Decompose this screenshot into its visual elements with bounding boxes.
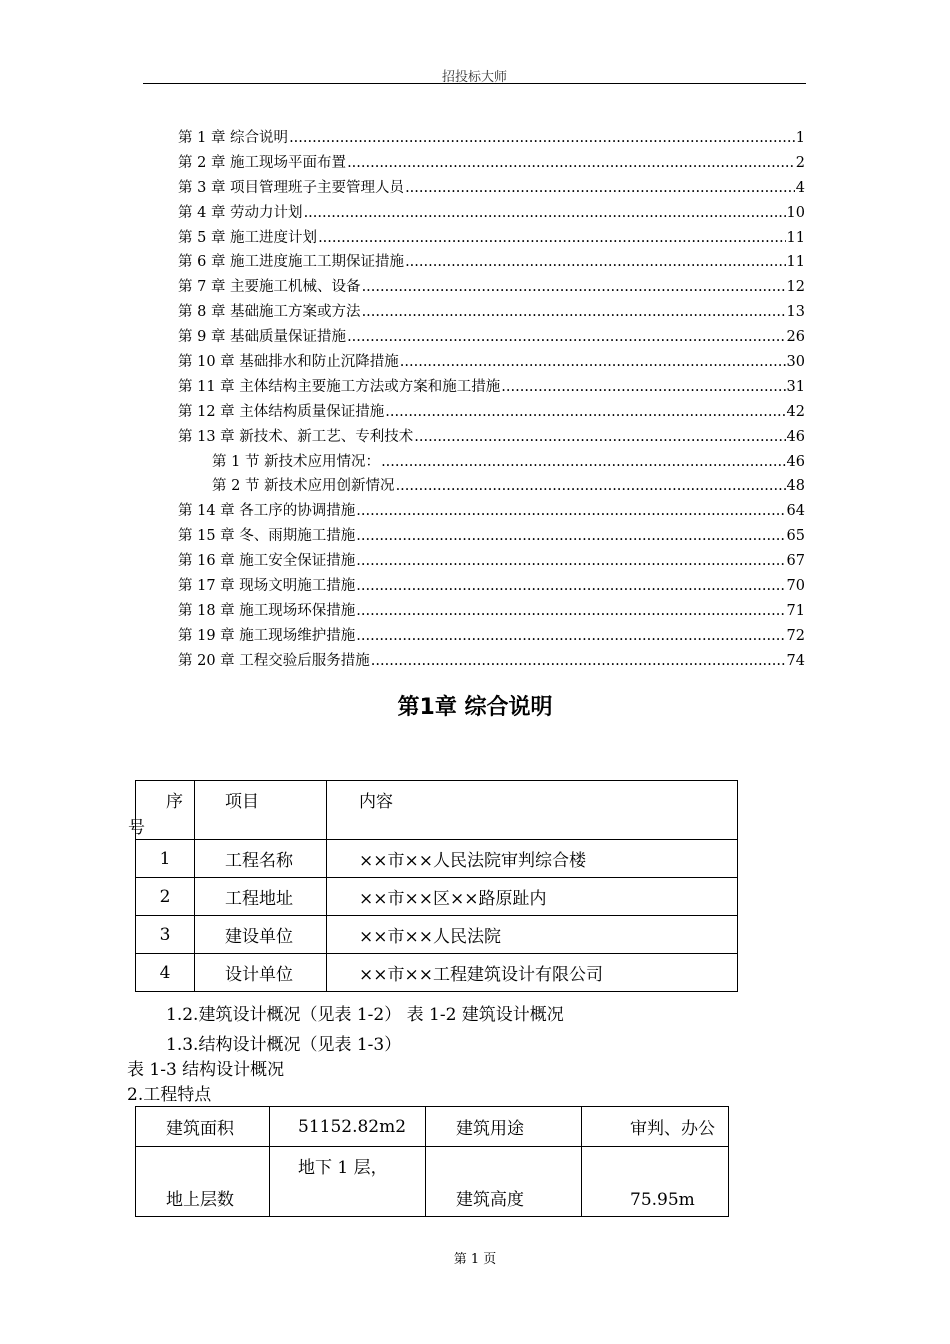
table-row — [136, 840, 738, 878]
toc-chapter-entry[interactable] — [178, 375, 805, 400]
toc-page-number: 11 — [786, 254, 805, 271]
toc-chapter-entry[interactable] — [178, 275, 805, 300]
toc-dot-leader — [356, 553, 785, 569]
cell-content: ××市××人民法院审判综合楼 — [327, 840, 738, 878]
header-seq — [128, 781, 195, 840]
cell-content: ××市××区××路原趾内 — [327, 878, 738, 916]
toc-dot-leader — [405, 180, 795, 196]
cell-label: 地上层数 — [136, 1147, 270, 1217]
toc-entry-label: 第 14 章 各工序的协调措施 — [178, 503, 356, 520]
cell-seq: 3 — [136, 916, 195, 954]
toc-entry-label: 第 7 章 主要施工机械、设备 — [178, 279, 361, 296]
cell-label: 建筑面积 — [136, 1107, 270, 1147]
toc-dot-leader — [396, 478, 786, 494]
cell-value: 地下 1 层， — [270, 1147, 426, 1217]
cell-content: ××市××人民法院 — [327, 916, 738, 954]
toc-entry-label: 第 18 章 施工现场环保措施 — [178, 602, 356, 619]
toc-page-number: 2 — [795, 154, 805, 171]
toc-section-entry[interactable] — [178, 474, 805, 499]
toc-chapter-entry[interactable] — [178, 499, 805, 524]
table-row — [136, 1107, 729, 1147]
toc-entry-label: 第 4 章 劳动力计划 — [178, 204, 303, 221]
toc-page-number: 31 — [786, 378, 805, 395]
toc-chapter-entry[interactable] — [178, 425, 805, 450]
toc-dot-leader — [362, 279, 786, 295]
toc-page-number: 65 — [786, 528, 805, 545]
toc-chapter-entry[interactable] — [178, 151, 805, 176]
toc-chapter-entry[interactable] — [178, 300, 805, 325]
toc-page-number: 42 — [786, 403, 805, 420]
toc-entry-label: 第 19 章 施工现场维护措施 — [178, 627, 356, 644]
table-row — [136, 878, 738, 916]
toc-chapter-entry[interactable] — [178, 226, 805, 251]
paragraph-structure: 1.3.结构设计概况（见表 1-3） — [166, 1035, 402, 1055]
toc-dot-leader — [289, 130, 795, 146]
page-header: 招投标大师 — [441, 70, 507, 85]
header-seq-part2: 号 — [128, 818, 145, 838]
toc-chapter-entry[interactable] — [178, 599, 805, 624]
toc-entry-label: 第 12 章 主体结构质量保证措施 — [178, 403, 385, 420]
cell-item: 建设单位 — [195, 916, 327, 954]
toc-dot-leader — [362, 304, 786, 320]
overview-table — [128, 780, 738, 992]
table-of-contents — [178, 126, 805, 674]
cell-item: 工程地址 — [195, 878, 327, 916]
paragraph-features-heading: 2.工程特点 — [127, 1085, 212, 1105]
toc-page-number: 13 — [786, 304, 805, 321]
toc-page-number: 48 — [786, 478, 805, 495]
cell-label: 建筑高度 — [426, 1147, 582, 1217]
toc-entry-label: 第 2 章 施工现场平面布置 — [178, 154, 347, 171]
toc-entry-label: 第 2 节 新技术应用创新情况 — [212, 478, 395, 495]
toc-page-number: 72 — [786, 627, 805, 644]
toc-chapter-entry[interactable] — [178, 524, 805, 549]
toc-dot-leader — [356, 503, 785, 519]
toc-dot-leader — [371, 653, 786, 669]
toc-chapter-entry[interactable] — [178, 176, 805, 201]
table-row — [136, 916, 738, 954]
toc-page-number: 11 — [786, 229, 805, 246]
header-item: 项目 — [195, 781, 327, 840]
toc-entry-label: 第 13 章 新技术、新工艺、专利技术 — [178, 428, 414, 445]
toc-page-number: 70 — [786, 578, 805, 595]
cell-seq: 4 — [136, 954, 195, 992]
cell-value: 审判、办公 — [582, 1107, 729, 1147]
toc-page-number: 71 — [786, 602, 805, 619]
toc-entry-label: 第 11 章 主体结构主要施工方法或方案和施工措施 — [178, 378, 501, 395]
toc-dot-leader — [381, 454, 785, 470]
toc-chapter-entry[interactable] — [178, 549, 805, 574]
toc-page-number: 30 — [786, 354, 805, 371]
toc-dot-leader — [356, 603, 785, 619]
paragraph-table-caption: 表 1-3 结构设计概况 — [127, 1060, 285, 1080]
toc-page-number: 1 — [795, 130, 805, 146]
toc-dot-leader — [385, 404, 785, 420]
header-seq-part1: 序 — [166, 792, 183, 812]
toc-chapter-entry[interactable] — [178, 350, 805, 375]
toc-dot-leader — [356, 628, 785, 644]
toc-chapter-entry[interactable] — [178, 325, 805, 350]
toc-entry-label: 第 1 节 新技术应用情况： — [212, 453, 381, 470]
toc-entry-label: 第 20 章 工程交验后服务措施 — [178, 652, 370, 669]
cell-item: 工程名称 — [195, 840, 327, 878]
toc-page-number: 26 — [786, 329, 805, 346]
toc-entry-label: 第 6 章 施工进度施工工期保证措施 — [178, 254, 405, 271]
toc-entry-label: 第 1 章 综合说明 — [178, 130, 289, 146]
toc-entry-label: 第 3 章 项目管理班子主要管理人员 — [178, 179, 405, 196]
toc-page-number: 10 — [786, 204, 805, 221]
cell-label: 建筑用途 — [426, 1107, 582, 1147]
toc-dot-leader — [347, 155, 795, 171]
cell-value: 75.95m — [582, 1147, 729, 1217]
table-row — [136, 954, 738, 992]
toc-entry-label: 第 9 章 基础质量保证措施 — [178, 329, 347, 346]
toc-page-number: 67 — [786, 553, 805, 570]
toc-dot-leader — [400, 354, 786, 370]
toc-dot-leader — [501, 379, 785, 395]
header-content: 内容 — [327, 781, 738, 840]
toc-dot-leader — [347, 329, 785, 345]
toc-chapter-entry[interactable] — [178, 649, 805, 674]
toc-chapter-entry[interactable] — [178, 624, 805, 649]
toc-dot-leader — [414, 429, 785, 445]
toc-page-number: 74 — [786, 652, 805, 669]
header-rule — [143, 83, 806, 84]
toc-entry-label: 第 10 章 基础排水和防止沉降措施 — [178, 354, 399, 371]
overview-table-header — [136, 781, 738, 840]
toc-entry-label: 第 15 章 冬、雨期施工措施 — [178, 528, 356, 545]
paragraph-architecture: 1.2.建筑设计概况（见表 1-2） 表 1-2 建筑设计概况 — [166, 1005, 564, 1025]
cell-value: 51152.82m2 — [270, 1107, 426, 1147]
features-table — [135, 1106, 729, 1217]
toc-chapter-entry[interactable] — [178, 400, 805, 425]
toc-dot-leader — [356, 578, 785, 594]
toc-page-number: 46 — [786, 453, 805, 470]
toc-chapter-entry[interactable] — [178, 201, 805, 226]
chapter-title: 第1章 综合说明 — [397, 695, 553, 720]
toc-entry-label: 第 17 章 现场文明施工措施 — [178, 578, 356, 595]
toc-chapter-entry[interactable] — [178, 250, 805, 275]
cell-seq: 2 — [136, 878, 195, 916]
cell-content: ××市××工程建筑设计有限公司 — [327, 954, 738, 992]
toc-page-number: 64 — [786, 503, 805, 520]
toc-dot-leader — [405, 254, 785, 270]
toc-dot-leader — [304, 205, 786, 221]
toc-entry-label: 第 16 章 施工安全保证措施 — [178, 553, 356, 570]
toc-page-number: 46 — [786, 428, 805, 445]
cell-seq: 1 — [136, 840, 195, 878]
toc-dot-leader — [356, 528, 785, 544]
toc-section-entry[interactable] — [178, 450, 805, 475]
toc-chapter-entry[interactable] — [178, 126, 805, 151]
toc-page-number: 4 — [795, 179, 805, 196]
toc-dot-leader — [318, 230, 785, 246]
table-row — [136, 1147, 729, 1217]
page-footer: 第 1 页 — [453, 1252, 497, 1267]
toc-entry-label: 第 5 章 施工进度计划 — [178, 229, 318, 246]
toc-page-number: 12 — [786, 279, 805, 296]
cell-item: 设计单位 — [195, 954, 327, 992]
toc-chapter-entry[interactable] — [178, 574, 805, 599]
toc-entry-label: 第 8 章 基础施工方案或方法 — [178, 304, 361, 321]
